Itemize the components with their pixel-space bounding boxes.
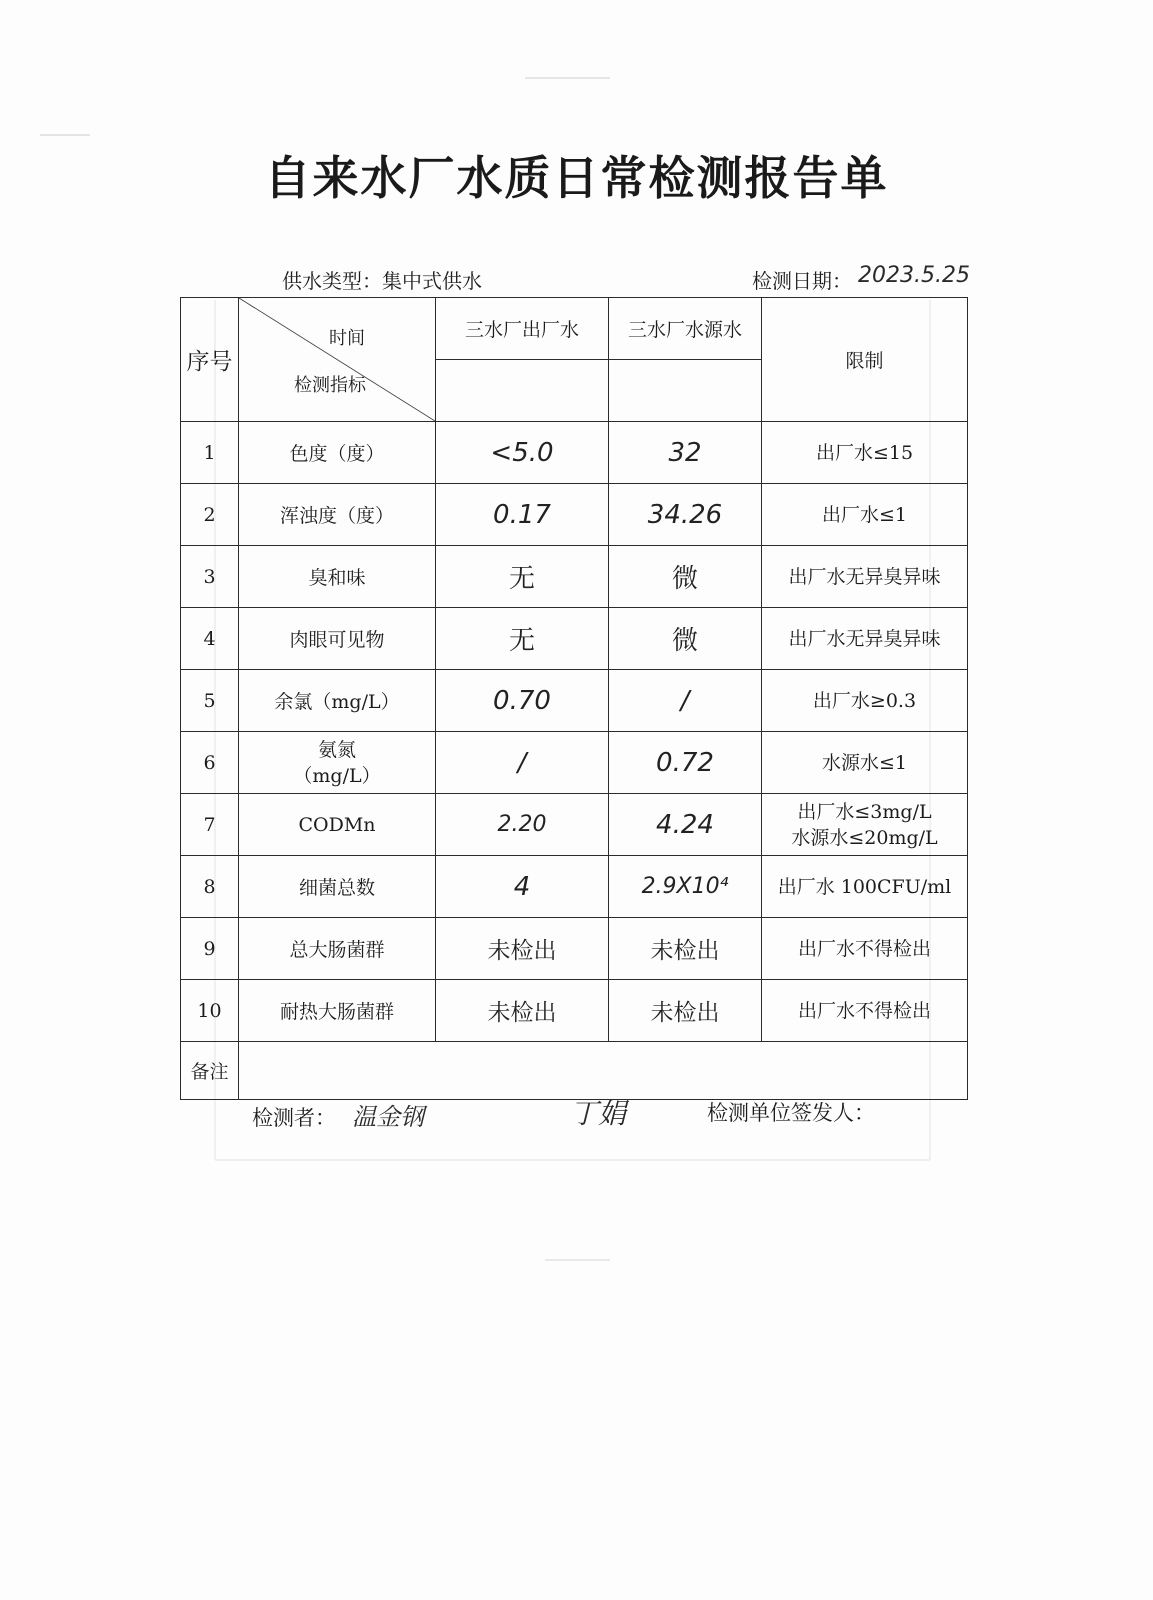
row-name: 色度（度） xyxy=(239,422,436,484)
row-limit: 出厂水 100CFU/ml xyxy=(762,856,968,918)
row-value-2: 微 xyxy=(671,564,698,594)
row-seq: 7 xyxy=(181,794,239,856)
header-limit: 限制 xyxy=(762,298,968,422)
table-row xyxy=(181,980,968,1042)
row-limit-cell xyxy=(762,794,968,856)
table-row xyxy=(181,794,968,856)
document-title: 自来水厂水质日常检测报告单 xyxy=(264,151,889,205)
tester-signature-1: 温金钢 xyxy=(352,1103,424,1131)
row-value-2: 未检出 xyxy=(650,1000,720,1026)
header-col1-blank xyxy=(436,360,609,422)
row-seq: 1 xyxy=(181,422,239,484)
row-name: 耐热大肠菌群 xyxy=(239,980,436,1042)
row-name: CODMn xyxy=(239,794,436,856)
tester xyxy=(252,1097,424,1132)
row-value-1: 0.17 xyxy=(493,499,551,530)
row-seq: 9 xyxy=(181,918,239,980)
row-name-unit: （mg/L） xyxy=(293,764,381,787)
table-row xyxy=(181,670,968,732)
row-value-1: 0.70 xyxy=(493,685,551,716)
remarks-field xyxy=(239,1042,968,1100)
row-seq: 6 xyxy=(181,732,239,794)
remarks-row xyxy=(181,1042,968,1100)
row-limit-2: 水源水≤20mg/L xyxy=(791,826,938,849)
row-limit: 出厂水≤15 xyxy=(762,422,968,484)
header-col2-blank xyxy=(609,360,762,422)
row-value-2: 0.72 xyxy=(656,747,714,778)
header-col1: 三水厂出厂水 xyxy=(436,298,609,360)
row-value-2: 32 xyxy=(668,437,702,468)
supply-type-value: 集中式供水 xyxy=(382,269,482,293)
row-seq: 8 xyxy=(181,856,239,918)
diagonal-line xyxy=(239,298,435,421)
row-seq: 5 xyxy=(181,670,239,732)
table-row xyxy=(181,546,968,608)
row-name-cell xyxy=(239,732,436,794)
row-value-2: 34.26 xyxy=(647,499,723,530)
table-row xyxy=(181,856,968,918)
row-value-1: 未检出 xyxy=(487,938,557,964)
row-name: 臭和味 xyxy=(239,546,436,608)
row-value-1: 无 xyxy=(508,564,535,594)
row-limit: 出厂水≤1 xyxy=(762,484,968,546)
row-seq: 2 xyxy=(181,484,239,546)
header-time: 时间 xyxy=(329,328,365,349)
row-value-2: 未检出 xyxy=(650,938,720,964)
table-row xyxy=(181,918,968,980)
header-col2: 三水厂水源水 xyxy=(609,298,762,360)
header-diagonal-cell xyxy=(239,298,436,422)
row-value-2: 4.24 xyxy=(656,809,714,840)
row-value-2: / xyxy=(680,685,690,716)
signer xyxy=(707,1097,875,1127)
row-limit: 出厂水无异臭异味 xyxy=(762,608,968,670)
row-value-1: 无 xyxy=(508,626,535,656)
row-seq: 3 xyxy=(181,546,239,608)
row-name: 肉眼可见物 xyxy=(239,608,436,670)
row-value-1: 2.20 xyxy=(497,812,547,837)
tester-label: 检测者： xyxy=(252,1106,336,1130)
row-value-2: 2.9X10⁴ xyxy=(641,874,729,899)
row-value-1: / xyxy=(517,747,527,778)
test-date-label: 检测日期： xyxy=(752,269,852,293)
row-seq: 4 xyxy=(181,608,239,670)
row-limit: 出厂水不得检出 xyxy=(762,980,968,1042)
table-row xyxy=(181,484,968,546)
row-value-1: 未检出 xyxy=(487,1000,557,1026)
test-date-value: 2023.5.25 xyxy=(858,263,970,288)
row-limit: 出厂水≤3mg/L xyxy=(797,800,932,823)
row-name: 浑浊度（度） xyxy=(239,484,436,546)
row-name: 氨氮 xyxy=(317,738,356,761)
row-value-1: 4 xyxy=(513,871,531,902)
row-limit: 出厂水≥0.3 xyxy=(762,670,968,732)
row-seq: 10 xyxy=(181,980,239,1042)
table-row xyxy=(181,608,968,670)
row-limit: 出厂水不得检出 xyxy=(762,918,968,980)
row-limit: 出厂水无异臭异味 xyxy=(762,546,968,608)
test-date xyxy=(752,265,970,294)
row-limit: 水源水≤1 xyxy=(762,732,968,794)
row-value-1: <5.0 xyxy=(490,437,554,468)
supply-type-label: 供水类型： xyxy=(282,269,382,293)
table-row xyxy=(181,732,968,794)
header-index: 检测指标 xyxy=(294,375,366,396)
supply-type xyxy=(282,265,482,294)
row-name: 总大肠菌群 xyxy=(239,918,436,980)
signer-label: 检测单位签发人： xyxy=(707,1101,875,1125)
remarks-label: 备注 xyxy=(181,1042,239,1100)
row-name: 细菌总数 xyxy=(239,856,436,918)
row-name: 余氯（mg/L） xyxy=(239,670,436,732)
report-table xyxy=(180,297,968,1100)
header-seq: 序号 xyxy=(181,298,239,422)
row-value-2: 微 xyxy=(671,626,698,656)
table-row xyxy=(181,422,968,484)
tester-signature-2: 丁娟 xyxy=(570,1097,627,1130)
